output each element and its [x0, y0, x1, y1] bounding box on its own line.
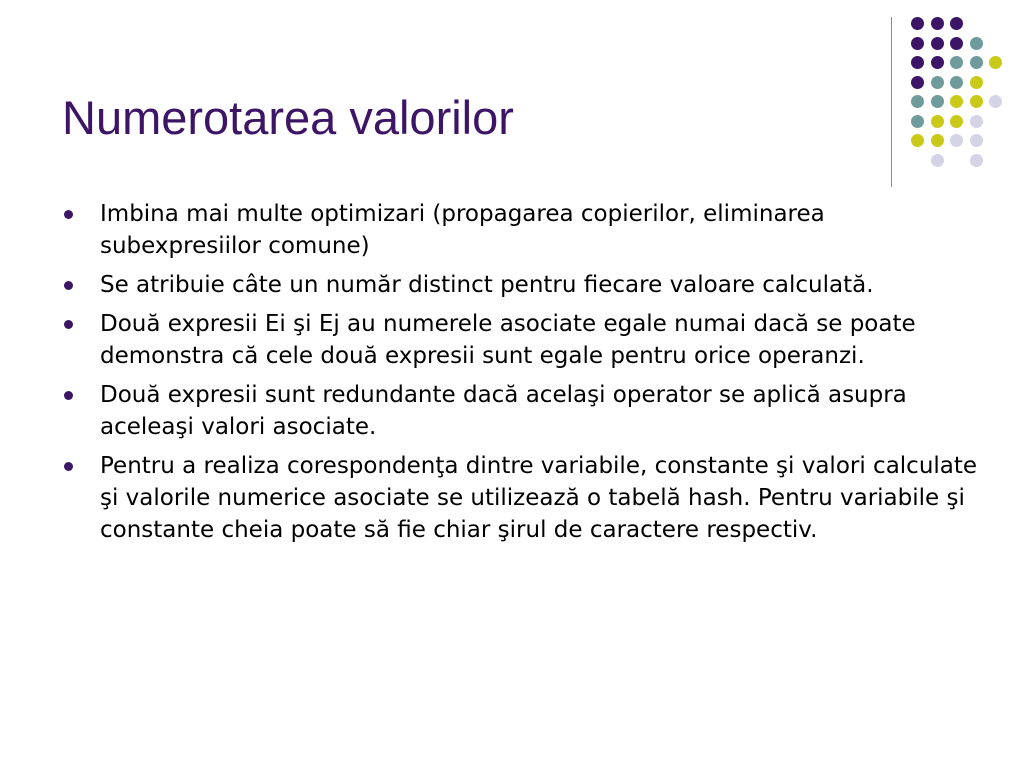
- decorative-dot: [931, 56, 944, 69]
- bullet-dot-icon: [64, 281, 73, 290]
- decorative-dot: [931, 17, 944, 30]
- title-divider-line: [891, 17, 892, 187]
- bullet-item: [60, 308, 980, 372]
- decorative-dot: [970, 37, 983, 50]
- decorative-dot: [970, 154, 983, 167]
- bullet-item: [60, 198, 980, 262]
- decorative-dot: [950, 115, 963, 128]
- bullet-text: Pentru a realiza corespondenţa dintre variabile, constante şi valori calculate şi valorile numerice asociate se utilizează o tabelă hash. Pentru variabile şi constante cheia poate să fie chiar şirul de caractere respectiv.: [100, 453, 978, 543]
- decorative-dot: [931, 37, 944, 50]
- decorative-dot: [931, 95, 944, 108]
- decorative-dot: [950, 56, 963, 69]
- slide-title: Numerotarea valorilor: [62, 91, 514, 144]
- decorative-dot: [931, 134, 944, 147]
- bullet-item: [60, 379, 980, 443]
- decorative-dot: [911, 17, 924, 30]
- bullet-text: Două expresii sunt redundante dacă acelaşi operator se aplică asupra aceleaşi valori asociate.: [100, 382, 907, 440]
- decorative-dot: [989, 95, 1002, 108]
- decorative-dot: [989, 56, 1002, 69]
- decorative-dot: [950, 95, 963, 108]
- decorative-dot: [970, 134, 983, 147]
- decorative-dot: [970, 56, 983, 69]
- decorative-dot: [950, 76, 963, 89]
- decorative-dot: [950, 37, 963, 50]
- decorative-dot: [931, 115, 944, 128]
- decorative-dot: [931, 76, 944, 89]
- bullet-item: [60, 269, 980, 301]
- bullet-item: [60, 450, 980, 546]
- decorative-dot: [950, 134, 963, 147]
- decorative-dot: [970, 95, 983, 108]
- decorative-dot: [911, 56, 924, 69]
- bullet-text: Două expresii Ei şi Ej au numerele asociate egale numai dacă se poate demonstra că cele două expresii sunt egale pentru orice operanzi.: [100, 311, 916, 369]
- decorative-dot: [911, 134, 924, 147]
- bullet-dot-icon: [64, 320, 73, 329]
- bullet-dot-icon: [64, 391, 73, 400]
- decorative-dot: [911, 95, 924, 108]
- decorative-dot: [911, 76, 924, 89]
- bullet-list: [60, 198, 980, 553]
- decorative-dot: [931, 154, 944, 167]
- bullet-text: Se atribuie câte un număr distinct pentru fiecare valoare calculată.: [100, 272, 874, 298]
- decorative-dot: [950, 17, 963, 30]
- decorative-dot: [970, 115, 983, 128]
- bullet-dot-icon: [64, 462, 73, 471]
- decorative-dot: [970, 76, 983, 89]
- decorative-dot: [911, 115, 924, 128]
- bullet-dot-icon: [64, 210, 73, 219]
- decorative-dot: [911, 37, 924, 50]
- bullet-text: Imbina mai multe optimizari (propagarea copierilor, eliminarea subexpresiilor comune): [100, 201, 825, 259]
